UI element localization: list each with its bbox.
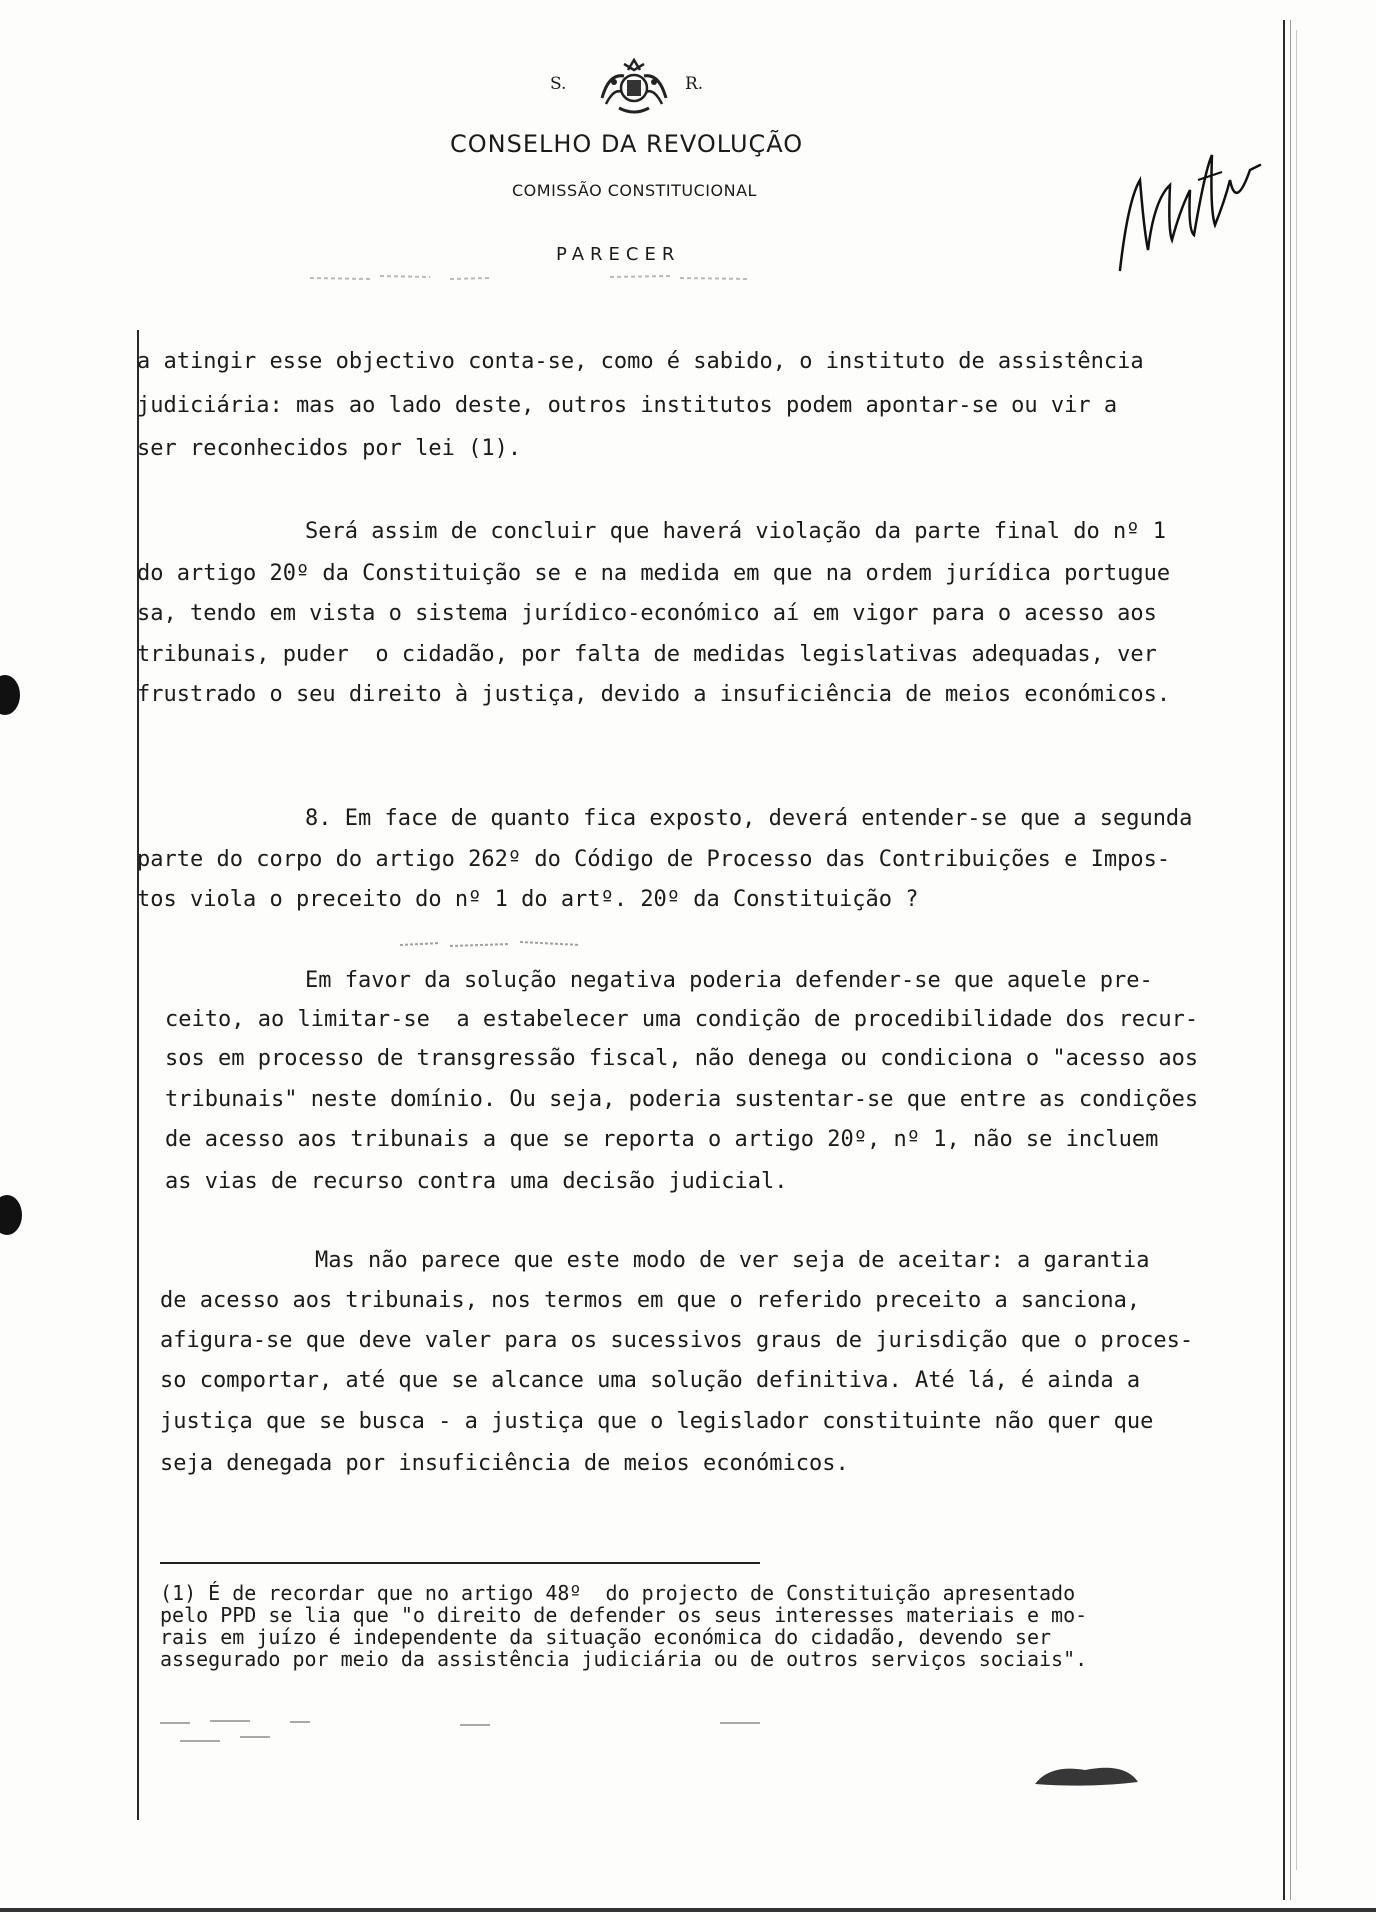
crest-icon	[594, 58, 674, 118]
council-title: CONSELHO DA REVOLUÇÃO	[450, 130, 804, 158]
faded-stamp	[310, 270, 780, 284]
text-line: ceito, ao limitar-se a estabelecer uma condição de procedibilidade dos recur-	[165, 1007, 1199, 1032]
text-line: so comportar, até que se alcance uma solução definitiva. Até lá, é ainda a	[160, 1368, 1141, 1393]
text-line: seja denegada por insuficiência de meios económicos.	[160, 1451, 849, 1476]
text-line: ser reconhecidos por lei (1).	[137, 436, 522, 461]
text-line: a atingir esse objectivo conta-se, como é sabido, o instituto de assistência	[137, 349, 1144, 374]
scan-edge-line	[1283, 20, 1285, 1900]
scan-edge-line	[0, 1908, 1376, 1912]
commission-title: COMISSÃO CONSTITUCIONAL	[512, 181, 757, 200]
text-line: frustrado o seu direito à justiça, devido a insuficiência de meios económicos.	[137, 682, 1171, 707]
text-line: as vias de recurso contra uma decisão judicial.	[165, 1169, 788, 1194]
handwritten-signature	[1110, 140, 1270, 290]
letterhead	[0, 0, 1376, 300]
text-line: Será assim de concluir que haverá violação da parte final do nº 1	[305, 519, 1166, 544]
document-type: PARECER	[556, 244, 681, 265]
seal-letter-right: R.	[685, 74, 704, 94]
text-line: Mas não parece que este modo de ver seja de aceitar: a garantia	[315, 1248, 1150, 1273]
text-line: sos em processo de transgressão fiscal, não denega ou condiciona o "acesso aos	[165, 1046, 1199, 1071]
text-line: justiça que se busca - a justiça que o legislador constituinte não quer que	[160, 1409, 1154, 1434]
footnote-separator	[160, 1562, 760, 1564]
punch-hole	[0, 675, 20, 715]
ink-smudge	[400, 935, 600, 951]
text-line: parte do corpo do artigo 262º do Código de Processo das Contribuições e Impos-	[137, 847, 1171, 872]
footnote-line: assegurado por meio da assistência judiciária ou de outros serviços sociais".	[160, 1647, 1088, 1671]
text-line: afigura-se que deve valer para os sucessivos graus de jurisdição que o proces-	[160, 1328, 1194, 1353]
coat-of-arms	[550, 58, 730, 118]
footnote-line: rais em juízo é independente da situação económica do cidadão, devendo ser	[160, 1625, 1052, 1649]
text-line: 8. Em face de quanto fica exposto, deverá entender-se que a segunda	[305, 806, 1193, 831]
text-line: Em favor da solução negativa poderia defender-se que aquele pre-	[305, 968, 1153, 993]
text-line: tos viola o preceito do nº 1 do artº. 20º da Constituição ?	[137, 887, 919, 912]
scan-edge-line	[1290, 20, 1291, 1900]
text-line: tribunais, puder o cidadão, por falta de medidas legislativas adequadas, ver	[137, 642, 1157, 667]
ink-blot	[1030, 1760, 1140, 1790]
footnote-line: (1) É de recordar que no artigo 48º do projecto de Constituição apresentado	[160, 1581, 1076, 1605]
text-line: sa, tendo em vista o sistema jurídico-económico aí em vigor para o acesso aos	[137, 601, 1157, 626]
footnote-line: pelo PPD se lia que "o direito de defender os seus interesses materiais e mo-	[160, 1603, 1088, 1627]
scan-edge-line	[1296, 30, 1297, 1870]
text-line: judiciária: mas ao lado deste, outros institutos podem apontar-se ou vir a	[137, 393, 1118, 418]
text-line: de acesso aos tribunais, nos termos em que o referido preceito a sanciona,	[160, 1288, 1141, 1313]
seal-letter-left: S.	[550, 74, 567, 94]
faint-marks	[160, 1715, 800, 1745]
text-line: do artigo 20º da Constituição se e na medida em que na ordem jurídica portugue	[137, 561, 1171, 586]
text-line: de acesso aos tribunais a que se reporta o artigo 20º, nº 1, não se incluem	[165, 1127, 1159, 1152]
text-line: tribunais" neste domínio. Ou seja, poderia sustentar-se que entre as condições	[165, 1087, 1199, 1112]
margin-line-left	[137, 330, 139, 1820]
punch-hole	[0, 1195, 22, 1235]
